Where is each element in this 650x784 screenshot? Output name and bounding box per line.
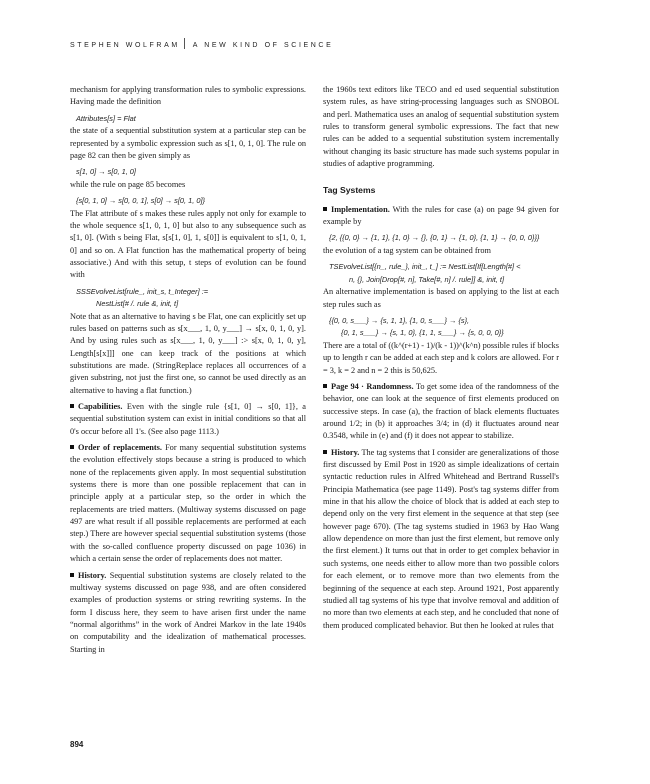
paragraph: the 1960s text editors like TECO and ed used sequential substitution system rules, as have string-processing languages such as SNOBOL and perl. Mathematica uses an analog of sequential substitution system rules to transform general symbolic expressions. The fact that new rules can be added to a sequential substitution system incrementally without changing its basic structure has made such systems popular in studies of adaptive programming.: [323, 85, 559, 169]
header-divider: [184, 38, 185, 49]
code-line: Attributes[s] = Flat: [76, 113, 136, 123]
paragraph: [70, 570, 306, 656]
paragraph: the evolution of a tag system can be obtained from: [323, 245, 491, 255]
code-line: NestList[# /. rule &, init, t]: [96, 299, 179, 309]
paragraph-heading: Implementation.: [331, 204, 390, 214]
bullet-square-icon: [323, 450, 327, 454]
section-heading: Tag Systems: [323, 185, 376, 196]
paragraph-text: To get some idea of the randomness of the behavior, one can look at the sequence of first elements produced on successive steps. In case (a), the fraction of black elements fluctuates around 1/2; in (b) it approaches 3/4; in (d) it fluctuates around near 0.3548, while in (e) and (f) it does not appear to stabilize.: [323, 382, 559, 441]
paragraph: while the rule on page 85 becomes: [70, 179, 186, 189]
paragraph: An alternative implementation is based on applying to the list at each step rules such as: [323, 287, 559, 309]
book-title: A NEW KIND OF SCIENCE: [192, 42, 334, 49]
paragraph-heading: History.: [331, 447, 360, 457]
paragraph: [70, 442, 306, 565]
paragraph-text: For many sequential substitution systems the evolution effectively stops because a string is produced to which none of the replacements given apply. In most sequential substitution systems there is more than one possible replacement that can in principle apply at a particular step, so the order in which the replacements are tried matters. (Multiway systems discussed on page 497 are what result if all possible replacements are performed at each step.) There are however special sequential substitution systems (those with the so-called confluence property discussed on page 1036) in which a certain sense the order of replacements does not matter.: [70, 443, 306, 564]
paragraph-heading: Capabilities.: [78, 402, 123, 412]
code-line: {{0, 0, s___} → {s, 1, 1}, {1, 0, s___} → {s},: [329, 315, 470, 325]
paragraph: Note that as an alternative to having s be Flat, one can explicitly set up rules based on patterns such as s[x___, 1, 0, y___] → s[x, 0, 1, 0, y]. And by using rules such as s[x___, 1, 0, y___] :> s[x, 0, 1, 0, y], Length[s[x]]] one can keep track of the positions at which substitutions are made. (StringReplace replaces all occurrences of a given substring, not just the first one, so cannot be used directly as an alternative to having a flat function.): [70, 311, 306, 395]
author-name: STEPHEN WOLFRAM: [70, 42, 180, 49]
code-line: n, {}, Join[Drop[#, n], Take[#, n] /. rule]] &, init, t]: [349, 274, 505, 284]
paragraph-text: Sequential substitution systems are closely related to the multiway systems discussed on page 938, and are often considered examples of production systems or string rewriting systems. In the form I discuss here, they seem to have arisen first under the name “normal algorithms” in the work of Andrei Markov in the late 1940s on computability and the idealization of mathematical processes. Starting in: [70, 570, 306, 654]
paragraph: There are a total of ((k^(r+1) - 1)/(k - 1))^(k^n) possible rules if blocks up to length r can be added at each step and k colors are allowed. For r = 3, k = 2 and n = 2 this is 50,625.: [323, 340, 559, 375]
right-column: [323, 84, 559, 636]
bullet-square-icon: [70, 404, 74, 408]
bullet-square-icon: [70, 573, 74, 577]
running-header: [70, 38, 333, 49]
bullet-square-icon: [323, 384, 327, 388]
code-line: s[1, 0] → s[0, 1, 0]: [76, 167, 136, 177]
paragraph-text: With the rules for case (a) on page 94 given for example by: [323, 204, 559, 227]
paragraph-heading: Order of replacements.: [78, 443, 162, 453]
paragraph-heading: Page 94 · Randomness.: [331, 382, 414, 391]
paragraph: The Flat attribute of s makes these rules apply not only for example to the whole sequence s[1, 0, 1, 0] but also to any subsequence such as s[1, 0]. (With s being Flat, s[s[1, 0], 1, s[0]] is equivalent to s[1, 0, 1, 0] and so on. A Flat function has the mathematical property of being associative.) And with this setup, t steps of evolution can be found with: [70, 208, 306, 280]
code-line: {0, 1, s___} → {s, 1, 0}, {1, 1, s___} → {s, 0, 0, 0}}: [341, 328, 504, 338]
bullet-square-icon: [70, 445, 74, 449]
paragraph: mechanism for applying transformation rules to symbolic expressions. Having made the definition: [70, 85, 306, 107]
paragraph: [323, 447, 559, 632]
paragraph-text: The tag systems that I consider are generalizations of those first discussed by Emil Post in 1920 as simple idealizations of certain syntactic reduction rules in Alfred Whitehead and Bertrand Russell's Principia Mathematica (see page 1149). Post's tag systems differ from mine in that his allow the choice of block that is added at each step to depend only on the very first element in the sequence at that step (see however page 670). (The tag systems studied in 1963 by Hao Wang allow dependence on more than just the first element, but remove only the first element.) It turns out that in order to get complex behavior in such systems, one needs either to allow more than two possible colors for each element, or to remove more than two elements from the beginning of the sequence at each step. Around 1921, Post apparently studied all tag systems of his type that involve removal and addition of no more than two elements at each step, and he concluded that none of them produced complicated behavior. But then he looked at rules that: [323, 447, 559, 630]
code-line: SSSEvolveList[rule_, init_s, t_Integer] :=: [76, 286, 209, 296]
left-column: [70, 84, 306, 660]
code-line: TSEvolveList[{n_, rule_}, init_, t_] := NestList[If[Length[#] <: [329, 262, 521, 272]
paragraph: [323, 381, 559, 443]
paragraph-heading: History.: [78, 570, 107, 580]
code-line: {s[0, 1, 0] → s[0, 0, 1], s[0] → s[0, 1, 0]}: [76, 196, 205, 206]
paragraph: [323, 204, 559, 229]
paragraph-text: Even with the single rule {s[1, 0] → s[0, 1]}, a sequential substitution system can exist in initial conditions so that all 0's occur before all 1's. (See also page 1113.): [70, 402, 306, 436]
code-line: {2, {{0, 0} → {1, 1}, {1, 0} → {}, {0, 1} → {1, 0}, {1, 1} → {0, 0, 0}}}: [329, 233, 540, 243]
page-number: 894: [70, 740, 84, 749]
bullet-square-icon: [323, 207, 327, 211]
paragraph: the state of a sequential substitution system at a particular step can be represented by a symbolic expression such as s[1, 0, 1, 0]. The rule on page 82 can then be given simply as: [70, 126, 306, 160]
paragraph: [70, 401, 306, 438]
